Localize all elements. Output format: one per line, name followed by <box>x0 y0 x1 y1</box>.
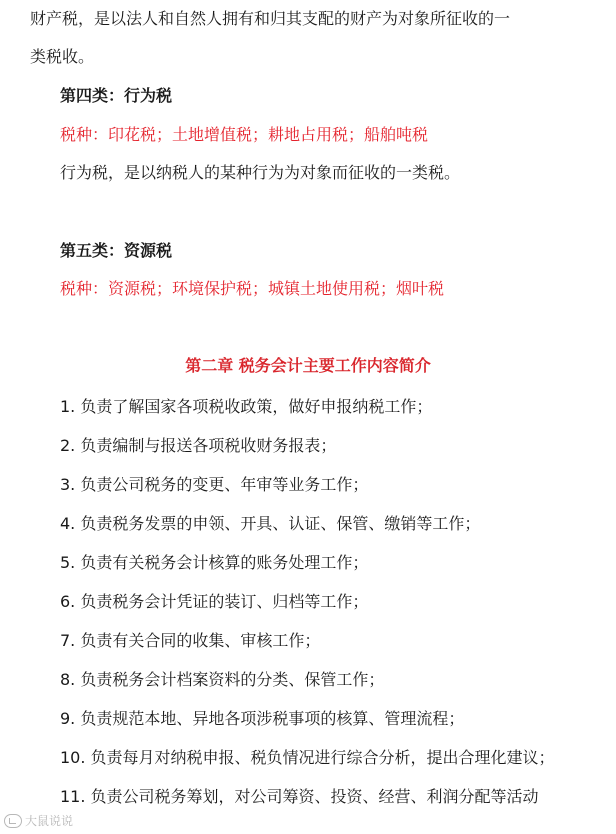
category4-title: 第四类：行为税 <box>60 86 173 105</box>
watermark <box>4 812 73 829</box>
list-item: 9. 负责规范本地、异地各项涉税事项的核算、管理流程； <box>60 709 465 728</box>
watermark-text: 大鼠说说 <box>25 814 74 828</box>
category5-taxes: 税种：资源税；环境保护税；城镇土地使用税；烟叶税 <box>60 279 445 298</box>
list-item: 6. 负责税务会计凭证的装订、归档等工作； <box>60 592 369 611</box>
list-item: 8. 负责税务会计档案资料的分类、保管工作； <box>60 670 385 689</box>
category5-title: 第五类：资源税 <box>60 241 173 260</box>
category4-description: 行为税，是以纳税人的某种行为为对象而征收的一类税。 <box>60 163 461 182</box>
watermark-logo-icon <box>4 814 22 828</box>
list-item: 1. 负责了解国家各项税收政策，做好申报纳税工作； <box>60 397 433 416</box>
category4-taxes: 税种：印花税；土地增值税；耕地占用税；船舶吨税 <box>60 125 429 144</box>
list-item: 5. 负责有关税务会计核算的账务处理工作； <box>60 553 369 572</box>
list-item: 2. 负责编制与报送各项税收财务报表； <box>60 436 337 455</box>
intro-line-2: 类税收。 <box>30 47 95 66</box>
list-item: 7. 负责有关合同的收集、审核工作； <box>60 631 321 650</box>
list-item: 10. 负责每月对纳税申报、税负情况进行综合分析，提出合理化建议； <box>60 748 555 767</box>
list-item: 4. 负责税务发票的申领、开具、认证、保管、缴销等工作； <box>60 514 481 533</box>
list-item: 11. 负责公司税务筹划，对公司筹资、投资、经营、利润分配等活动 <box>60 787 539 806</box>
chapter2-title: 第二章 税务会计主要工作内容简介 <box>185 356 431 375</box>
list-item: 3. 负责公司税务的变更、年审等业务工作； <box>60 475 369 494</box>
intro-line-1: 财产税，是以法人和自然人拥有和归其支配的财产为对象所征收的一 <box>30 9 511 28</box>
